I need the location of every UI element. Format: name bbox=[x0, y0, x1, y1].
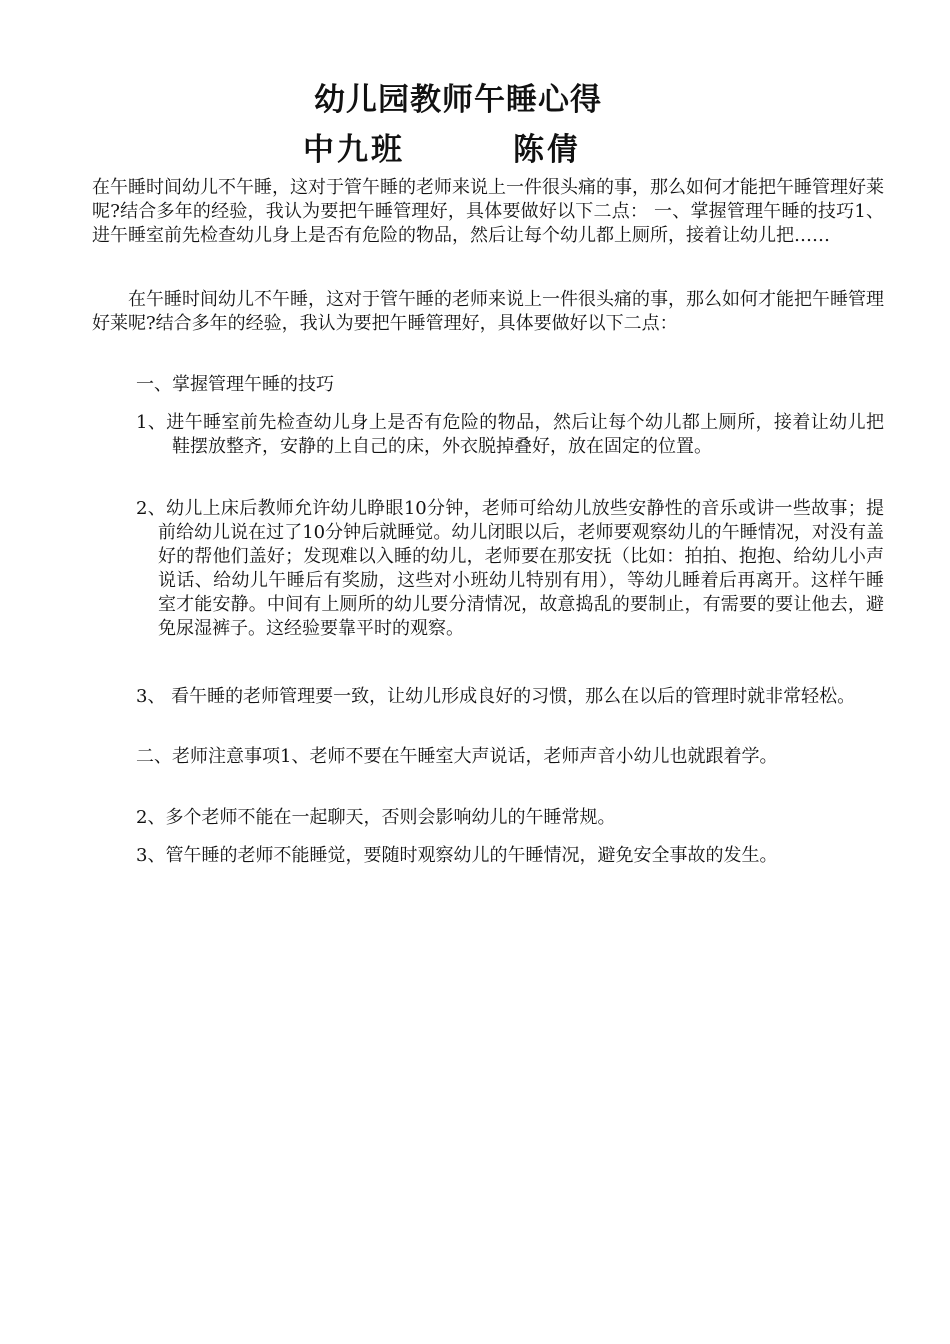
note-item-2: 2、多个老师不能在一起聊天，否则会影响幼儿的午睡常规。 bbox=[136, 807, 616, 828]
class-name: 中九班 bbox=[303, 132, 405, 168]
list-item-3: 3、 看午睡的老师管理要一致，让幼儿形成良好的习惯，那么在以后的管理时就非常轻松。 bbox=[136, 686, 856, 707]
byline bbox=[303, 130, 663, 170]
note-item-3: 3、管午睡的老师不能睡觉，要随时观察幼儿的午睡情况，避免安全事故的发生。 bbox=[136, 845, 778, 866]
list-item-1: 1、进午睡室前先检查幼儿身上是否有危险的物品，然后让每个幼儿都上厕所，接着让幼儿把鞋摆放整齐，安静的上自己的床，外衣脱掉叠好，放在固定的位置。 bbox=[136, 412, 884, 457]
document-title: 幼儿园教师午睡心得 bbox=[314, 82, 602, 118]
author-name: 陈倩 bbox=[513, 132, 581, 168]
section-heading-notes: 二、老师注意事项1、老师不要在午睡室大声说话，老师声音小幼儿也就跟着学。 bbox=[136, 746, 778, 767]
intro-paragraph: 在午睡时间幼儿不午睡，这对于管午睡的老师来说上一件很头痛的事，那么如何才能把午睡管理好莱呢?结合多年的经验，我认为要把午睡管理好，具体要做好以下二点： bbox=[92, 289, 884, 334]
section-heading-techniques: 一、掌握管理午睡的技巧 bbox=[136, 374, 334, 395]
summary-paragraph: 在午睡时间幼儿不午睡，这对于管午睡的老师来说上一件很头痛的事，那么如何才能把午睡管理好莱呢?结合多年的经验，我认为要把午睡管理好，具体要做好以下二点： 一、掌握管理午睡的技巧1、 进午睡室前先检查幼儿身上是否有危险的物品，然后让每个幼儿都上厕所，接着让幼儿把…… bbox=[92, 177, 884, 246]
list-item-2: 2、幼儿上床后教师允许幼儿睁眼10分钟，老师可给幼儿放些安静性的音乐或讲一些故事；提前给幼儿说在过了10分钟后就睡觉。幼儿闭眼以后，老师要观察幼儿的午睡情况，对没有盖好的帮他们盖好；发现难以入睡的幼儿，老师要在那安抚（比如：拍拍、抱抱、给幼儿小声说话、给幼儿午睡后有奖励，这些对小班幼儿特别有用），等幼儿睡着后再离开。这样午睡室才能安静。中间有上厕所的幼儿要分清情况，故意捣乱的要制止，有需要的要让他去，避免尿湿裤子。这经验要靠平时的观察。 bbox=[136, 498, 884, 639]
